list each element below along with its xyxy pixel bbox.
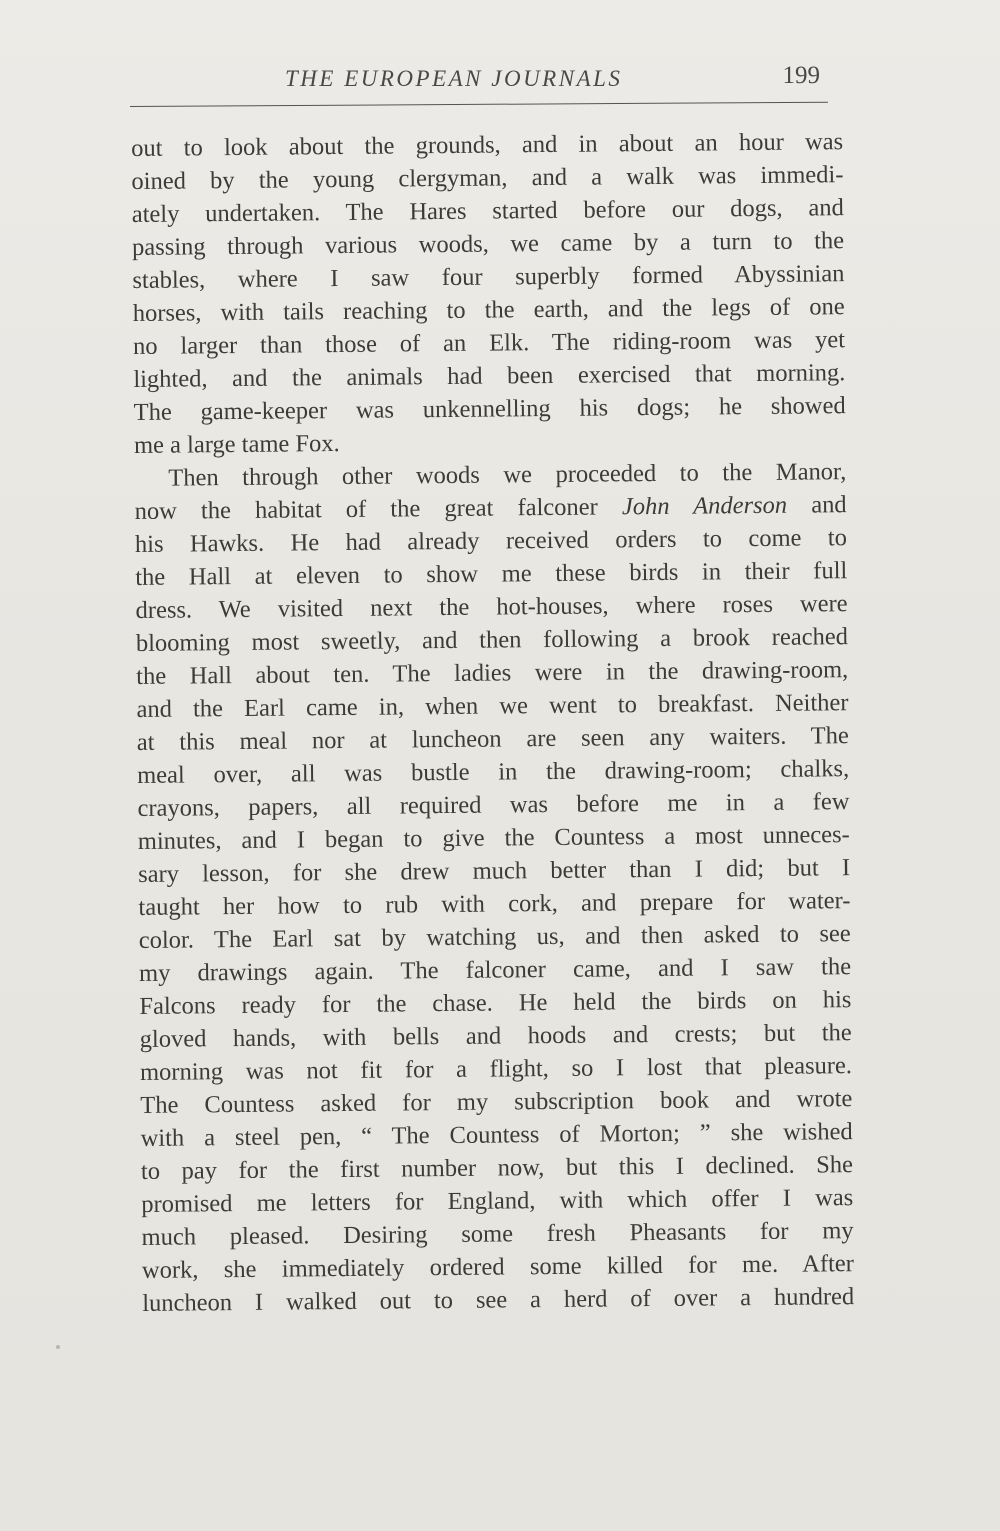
- text-line: much pleased. Desiring some fresh Pheasants for my: [141, 1217, 854, 1251]
- text-fragment: now the habitat of the great falconer: [134, 493, 623, 525]
- text-line: sary lesson, for she drew much better than I did; but I: [137, 854, 851, 888]
- text-line: minutes, and I began to give the Countess a most unneces-: [137, 821, 850, 855]
- text-line: The Countess asked for my subscription book and wrote: [140, 1085, 853, 1119]
- text-line: morning was not fit for a flight, so I lost that pleasure.: [139, 1052, 853, 1086]
- paper-speck: [56, 1345, 60, 1349]
- text-line: ately undertaken. The Hares started before our dogs, and: [131, 194, 844, 228]
- text-line: the Hall at eleven to show me these birds in their full: [135, 557, 848, 591]
- falconer-name: John Anderson: [621, 491, 788, 521]
- text-line: taught her how to rub with cork, and prepare for water-: [138, 887, 851, 921]
- text-line: color. The Earl sat by watching us, and then asked to see: [138, 920, 851, 954]
- text-line: out to look about the grounds, and in about an hour was: [131, 128, 844, 162]
- text-line: with a steel pen, “ The Countess of Morton; ” she wished: [140, 1118, 853, 1152]
- text-line: no larger than those of an Elk. The riding-room was yet: [132, 326, 846, 360]
- text-line: crayons, papers, all required was before me in a few: [137, 788, 850, 822]
- text-line: blooming most sweetly, and then following a brook reached: [135, 623, 849, 657]
- text-line: promised me letters for England, with which offer I was: [141, 1184, 854, 1218]
- text-line: horses, with tails reaching to the earth, and the legs of one: [132, 293, 845, 327]
- text-line: gloved hands, with bells and hoods and crests; but the: [139, 1019, 852, 1053]
- text-line: and the Earl came in, when we went to breakfast. Neither: [136, 689, 849, 723]
- text-line: luncheon I walked out to see a herd of over a hundred: [142, 1283, 855, 1317]
- text-line: lighted, and the animals had been exercised that morning.: [133, 359, 846, 393]
- text-line: to pay for the first number now, but this I declined. She: [140, 1151, 854, 1185]
- text-line: meal over, all was bustle in the drawing-room; chalks,: [137, 755, 850, 789]
- running-title: THE EUROPEAN JOURNALS: [285, 66, 623, 91]
- text-line: the Hall about ten. The ladies were in the drawing-room,: [136, 656, 849, 690]
- page-number: 199: [782, 62, 820, 89]
- paragraph-2: [134, 455, 854, 1320]
- body-text: [131, 125, 854, 1320]
- text-line: work, she immediately ordered some killed for me. After: [141, 1250, 855, 1284]
- running-head: [130, 62, 830, 102]
- text-line: oined by the young clergyman, and a walk was immedi-: [131, 161, 844, 195]
- text-fragment: and: [786, 491, 847, 519]
- text-line: my drawings again. The falconer came, and I saw the: [138, 953, 852, 987]
- text-line: me a large tame Fox.: [133, 430, 340, 459]
- text-line: his Hawks. He had already received orders to come to: [134, 524, 848, 558]
- text-line: passing through various woods, we came by a turn to the: [131, 227, 845, 261]
- text-line: Then through other woods we proceeded to the Manor,: [168, 458, 847, 492]
- text-line: dress. We visited next the hot-houses, where roses were: [135, 590, 848, 624]
- paragraph-1: [131, 125, 846, 462]
- text-line: The game-keeper was unkennelling his dogs; he showed: [133, 392, 846, 426]
- header-rule: [130, 102, 828, 107]
- text-line: Falcons ready for the chase. He held the birds on his: [139, 986, 852, 1020]
- text-line: stables, where I saw four superbly formed Abyssinian: [132, 260, 845, 294]
- text-line: at this meal nor at luncheon are seen any waiters. The: [136, 722, 849, 756]
